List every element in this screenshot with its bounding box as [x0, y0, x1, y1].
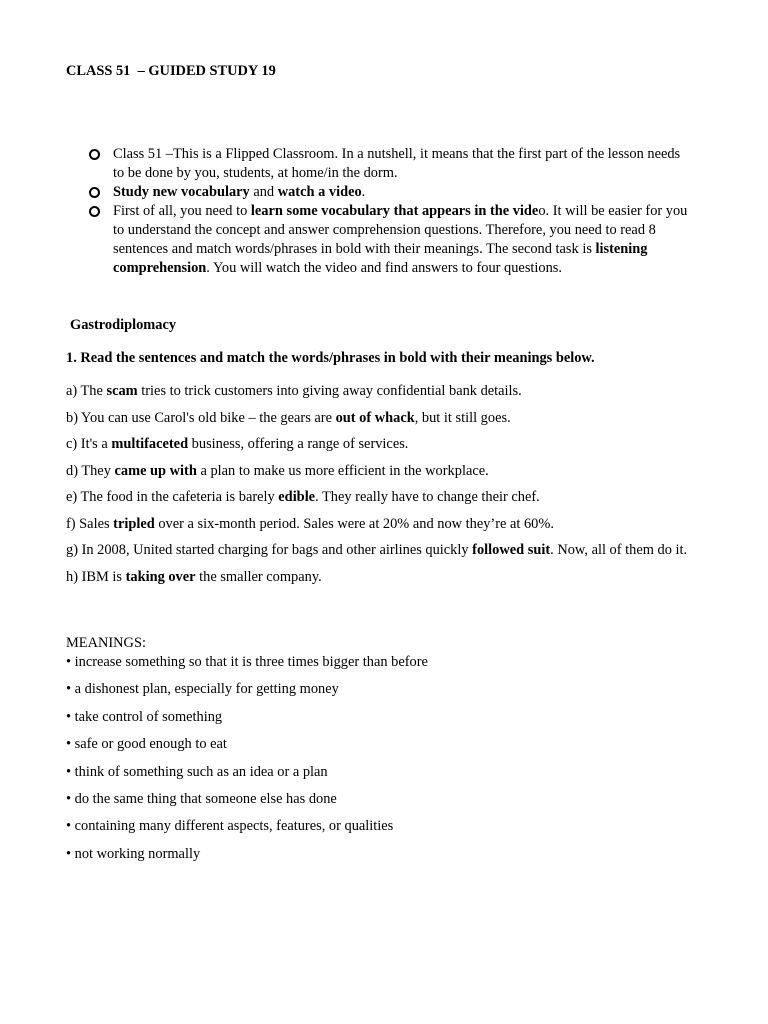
bullet-text: [113, 146, 680, 181]
sentence-run: h) IBM is: [66, 568, 126, 585]
task-heading: 1. Read the sentences and match the words/phrases in bold with their meanings below.: [66, 350, 595, 366]
meaning-item: • increase something so that it is three times bigger than before: [66, 654, 428, 670]
meaning-item: • not working normally: [66, 845, 201, 862]
sentence-g: [66, 541, 706, 560]
vocab-term: taking over: [125, 568, 196, 585]
bullet-run: First of all, you need to: [113, 203, 251, 219]
section-title: Gastrodiplomacy: [70, 317, 177, 333]
sentence-b: [66, 409, 706, 428]
page-title: CLASS 51 – GUIDED STUDY 19: [66, 63, 276, 79]
sentence-c: [66, 435, 706, 454]
bullet-text: [113, 203, 687, 276]
intro-bullet: [88, 202, 688, 278]
vocab-term: tripled: [113, 515, 155, 532]
bullet-run: .: [361, 184, 366, 200]
sentence-e: [66, 488, 706, 507]
bullet-run: o. It will be easier for you to understand the concept and answer comprehension questions. Therefore, you need to read 8 sentences and match words/phrases in bold with their meanings. The second task is: [113, 203, 688, 257]
sentence-run: e) The food in the cafeteria is barely: [66, 489, 279, 505]
bullet-run-bold: learn some vocabulary that appears in the vide: [250, 203, 539, 219]
meaning-item: • safe or good enough to eat: [66, 736, 227, 753]
bullet-run: Class 51 –This is a Flipped Classroom. In a nutshell, it means that the first part of the lesson needs to be done by you, students, at home/in the dorm.: [113, 146, 681, 181]
meaning-item: • containing many different aspects, features, or qualities: [66, 818, 394, 835]
bullet-run-bold: Study new vocabulary: [113, 184, 250, 200]
meanings-label: MEANINGS:: [66, 635, 146, 651]
hollow-circle-bullet-icon: [89, 149, 100, 160]
sentence-run: b) You can use Carol's old bike – the gears are: [66, 409, 336, 426]
sentence-run: . They really have to change their chef.: [315, 489, 540, 505]
hollow-circle-bullet-icon: [89, 187, 100, 198]
sentence-f: [66, 515, 706, 534]
sentence-run: over a six-month period. Sales were at 20% and now they’re at 60%.: [154, 515, 554, 532]
sentence-run: c) It's a: [66, 436, 112, 452]
meaning-item: • think of something such as an idea or a plan: [66, 763, 328, 780]
sentence-run: f) Sales: [66, 515, 114, 532]
sentence-run: a plan to make us more efficient in the workplace.: [196, 462, 489, 479]
sentence-run: tries to trick customers into giving away confidential bank details.: [137, 383, 522, 399]
bullet-run-bold: listening comprehension: [113, 241, 648, 276]
bullet-run: and: [249, 184, 278, 200]
vocab-term: scam: [106, 383, 138, 399]
vocab-term: edible: [278, 489, 316, 505]
sentence-a: [66, 382, 706, 401]
sentence-run: business, offering a range of services.: [188, 436, 409, 452]
sentence-run: . Now, all of them do it.: [550, 542, 688, 558]
meaning-item: • do the same thing that someone else has done: [66, 790, 337, 807]
sentence-list: [66, 382, 706, 594]
intro-bullet: [88, 183, 688, 202]
sentence-run: , but it still goes.: [414, 409, 511, 426]
sentence-h: [66, 568, 706, 587]
vocab-term: came up with: [114, 462, 197, 479]
vocab-term: followed suit: [472, 542, 551, 558]
vocab-term: out of whack: [335, 409, 415, 426]
meaning-item: • take control of something: [66, 708, 223, 725]
intro-bullet-list: [88, 145, 688, 278]
intro-bullet: [88, 145, 688, 183]
sentence-run: d) They: [66, 462, 115, 479]
sentence-d: [66, 462, 706, 481]
sentence-run: the smaller company.: [195, 568, 322, 585]
meaning-item: • a dishonest plan, especially for getting money: [66, 681, 339, 698]
bullet-run: . You will watch the video and find answers to four questions.: [206, 260, 563, 276]
bullet-run-bold: watch a video: [277, 184, 362, 200]
sentence-run: g) In 2008, United started charging for bags and other airlines quickly: [66, 542, 473, 558]
meanings-section: [66, 634, 706, 872]
bullet-text: [113, 184, 365, 200]
vocab-term: multifaceted: [111, 436, 189, 452]
hollow-circle-bullet-icon: [89, 206, 100, 217]
sentence-run: a) The: [66, 383, 107, 399]
